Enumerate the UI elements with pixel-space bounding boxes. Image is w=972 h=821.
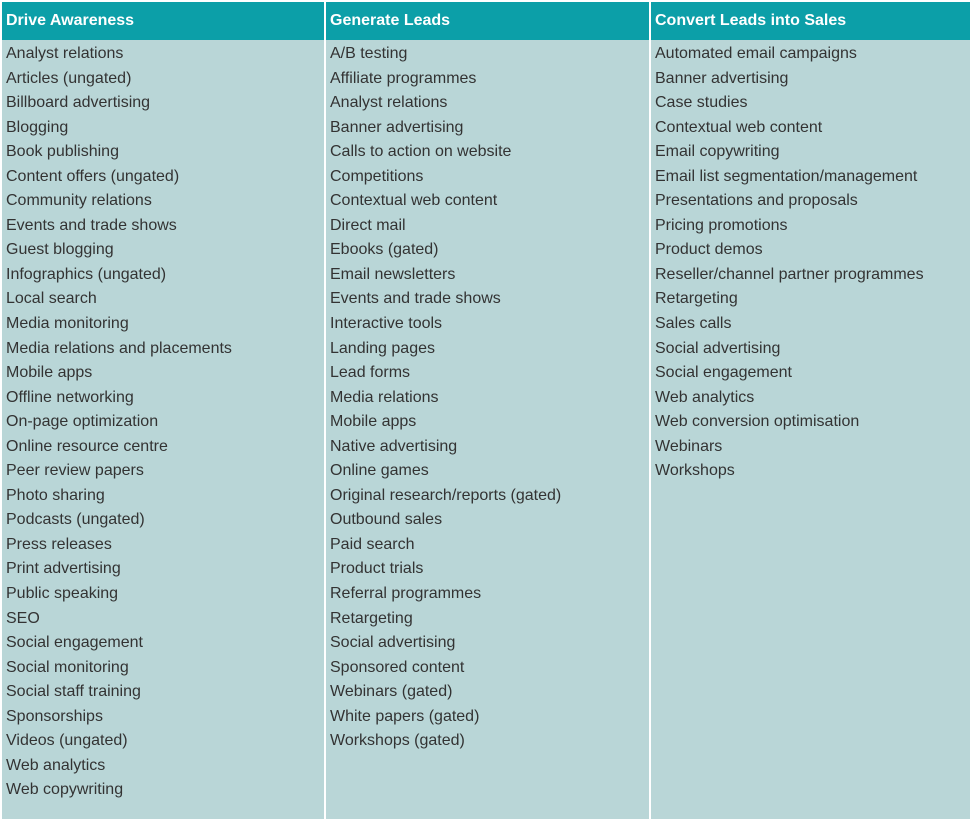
list-item: Sales calls — [655, 315, 732, 333]
list-item: Book publishing — [6, 143, 119, 161]
list-item: Paid search — [330, 535, 415, 553]
list-item: Webinars — [655, 437, 723, 455]
list-item: Analyst relations — [330, 94, 448, 112]
list-item: Contextual web content — [330, 192, 498, 210]
list-item: Presentations and proposals — [655, 192, 858, 210]
list-item: Original research/reports (gated) — [330, 486, 562, 504]
column-generate-leads — [326, 2, 649, 819]
list-item: Billboard advertising — [6, 94, 151, 112]
column-convert-leads — [651, 2, 970, 819]
list-item: Videos (ungated) — [6, 732, 128, 750]
list-item: Lead forms — [330, 364, 411, 382]
list-item: Web conversion optimisation — [655, 413, 860, 431]
list-item: Press releases — [6, 535, 112, 553]
list-item: Sponsored content — [330, 658, 465, 676]
list-item: Social advertising — [655, 339, 781, 357]
list-item: Email copywriting — [655, 143, 780, 161]
list-item: Outbound sales — [330, 511, 443, 529]
list-item: Content offers (ungated) — [6, 167, 180, 185]
list-item: Infographics (ungated) — [6, 265, 167, 283]
list-item: Retargeting — [655, 290, 738, 308]
list-item: Product demos — [655, 241, 763, 259]
list-item: Product trials — [330, 560, 424, 578]
list-item: Offline networking — [6, 388, 134, 406]
list-item: Email newsletters — [330, 265, 456, 283]
list-item: Public speaking — [6, 585, 119, 603]
column-drive-awareness — [2, 2, 324, 819]
list-item: Interactive tools — [330, 315, 443, 333]
list-item: Local search — [6, 290, 97, 308]
list-item: White papers (gated) — [330, 707, 480, 725]
list-item: Media relations — [330, 388, 439, 406]
list-item: Workshops — [655, 462, 735, 480]
list-item: Web analytics — [655, 388, 755, 406]
list-item: Referral programmes — [330, 585, 482, 603]
list-item: Photo sharing — [6, 486, 105, 504]
list-item: Community relations — [6, 192, 152, 210]
list-item: Web analytics — [6, 756, 106, 774]
list-item: Analyst relations — [6, 45, 124, 62]
list-item: A/B testing — [330, 45, 408, 62]
list-item: Banner advertising — [330, 118, 464, 136]
list-item: Print advertising — [6, 560, 121, 578]
list-item: SEO — [6, 609, 40, 627]
column-body — [651, 40, 970, 819]
list-item: Blogging — [6, 118, 69, 136]
list-item: Competitions — [330, 167, 424, 185]
column-body — [326, 40, 649, 819]
column-body — [2, 40, 324, 819]
list-item: Banner advertising — [655, 69, 789, 87]
list-item: Guest blogging — [6, 241, 114, 259]
list-item: Social advertising — [330, 634, 456, 652]
list-item: Webinars (gated) — [330, 683, 453, 701]
list-item: Automated email campaigns — [655, 45, 857, 62]
list-item: Email list segmentation/management — [655, 167, 918, 185]
list-item: Social engagement — [6, 634, 143, 652]
list-item: Retargeting — [330, 609, 413, 627]
list-item: Events and trade shows — [6, 216, 177, 234]
list-item: Workshops (gated) — [330, 732, 465, 750]
list-item: Media relations and placements — [6, 339, 232, 357]
list-item: Contextual web content — [655, 118, 823, 136]
list-item: Pricing promotions — [655, 216, 788, 234]
list-item: Mobile apps — [330, 413, 417, 431]
list-item: On-page optimization — [6, 413, 159, 431]
list-item: Events and trade shows — [330, 290, 501, 308]
list-item: Direct mail — [330, 216, 406, 234]
list-item: Affiliate programmes — [330, 69, 477, 87]
list-item: Social engagement — [655, 364, 792, 382]
list-item: Articles (ungated) — [6, 69, 132, 87]
column-header: Generate Leads — [326, 2, 649, 40]
list-item: Ebooks (gated) — [330, 241, 439, 259]
list-item: Mobile apps — [6, 364, 93, 382]
list-item: Social monitoring — [6, 658, 129, 676]
column-header: Drive Awareness — [2, 2, 324, 40]
list-item: Reseller/channel partner programmes — [655, 265, 924, 283]
list-item: Peer review papers — [6, 462, 144, 480]
list-item: Calls to action on website — [330, 143, 512, 161]
list-item: Podcasts (ungated) — [6, 511, 145, 529]
column-header: Convert Leads into Sales — [651, 2, 970, 40]
list-item: Sponsorships — [6, 707, 103, 725]
list-item: Web copywriting — [6, 781, 124, 799]
list-item: Case studies — [655, 94, 748, 112]
list-item: Landing pages — [330, 339, 435, 357]
list-item: Media monitoring — [6, 315, 129, 333]
list-item: Online resource centre — [6, 437, 168, 455]
list-item: Native advertising — [330, 437, 458, 455]
list-item: Online games — [330, 462, 429, 480]
marketing-tactics-table — [2, 2, 970, 819]
list-item: Social staff training — [6, 683, 141, 701]
